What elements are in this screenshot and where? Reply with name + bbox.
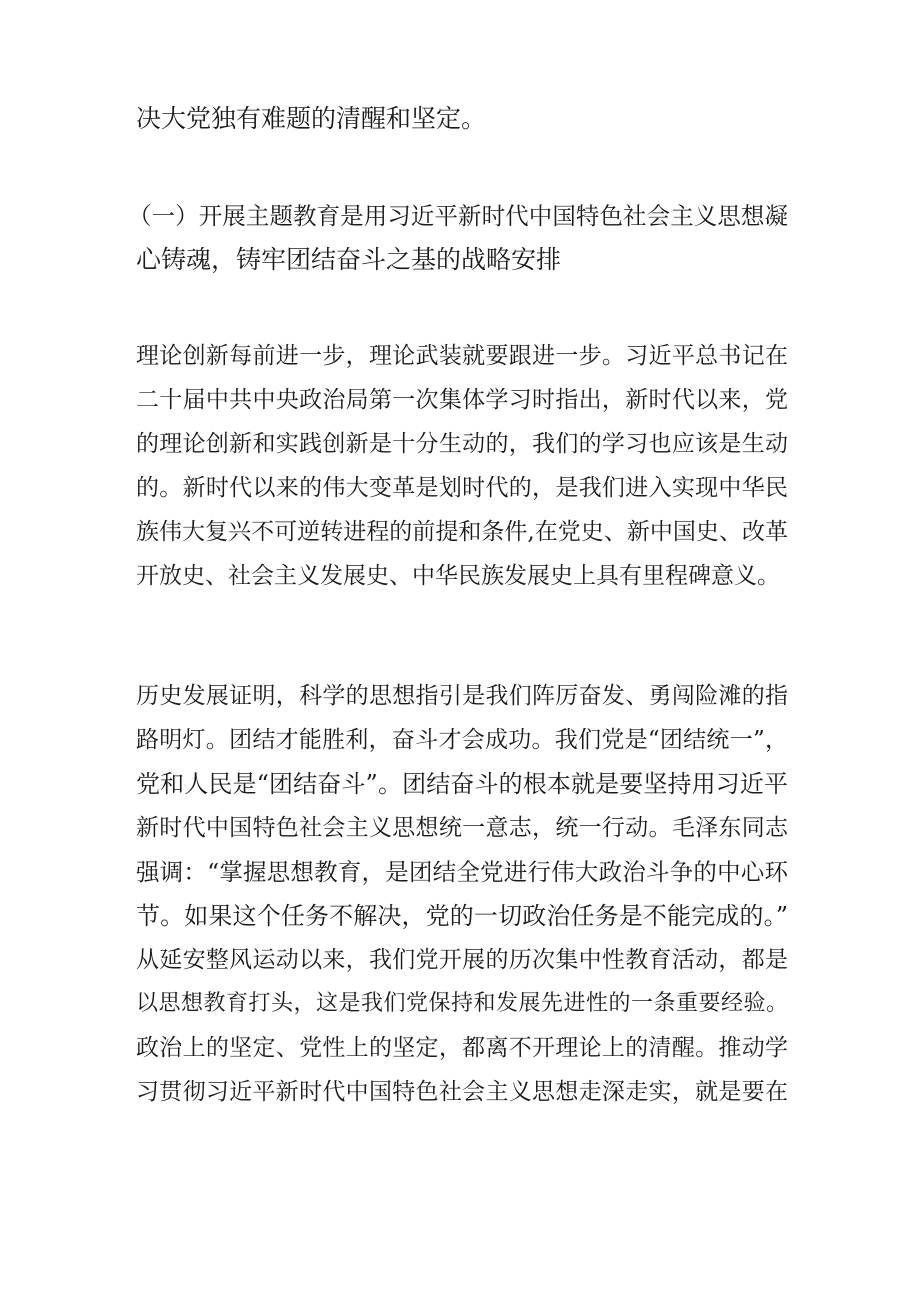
section-heading-line: 心铸魂，铸牢团结奋斗之基的战略安排 [136, 245, 562, 274]
paragraph-2-line: 节。如果这个任务不解决，党的一切政治任务是不能完成的。” [136, 902, 788, 930]
paragraph-1-line: 的理论创新和实践创新是十分生动的，我们的学习也应该是生动 [136, 431, 788, 457]
paragraph-1-line: 二十届中共中央政治局第一次集体学习时指出，新时代以来，党 [136, 387, 788, 413]
paragraph-1-line: 族伟大复兴不可逆转进程的前提和条件,在党史、新中国史、改革 [136, 519, 788, 545]
paragraph-1-line: 的。新时代以来的伟大变革是划时代的，是我们进入实现中华民 [136, 475, 788, 501]
paragraph-2-line: 政治上的坚定、党性上的坚定，都离不开理论上的清醒。推动学 [136, 1035, 788, 1061]
paragraph-1-line: 理论创新每前进一步，理论武装就要跟进一步。习近平总书记在 [136, 343, 788, 369]
paragraph-2-line: 历史发展证明，科学的思想指引是我们阵厉奋发、勇闯险滩的指 [136, 683, 788, 709]
paragraph-2-line: 新时代中国特色社会主义思想统一意志，统一行动。毛泽东同志 [136, 815, 788, 841]
paragraph-2-line: 党和人民是“团结奋斗”。团结奋斗的根本就是要坚持用习近平 [136, 770, 788, 798]
paragraph-2-line: 从延安整风运动以来，我们党开展的历次集中性教育活动，都是 [136, 947, 788, 973]
section-heading-line: （一）开展主题教育是用习近平新时代中国特色社会主义思想凝 [128, 202, 788, 230]
paragraph-2-line: 路明灯。团结才能胜利，奋斗才会成功。我们党是“团结统一”， [136, 727, 788, 753]
intro-line: 决大党独有难题的清醒和坚定。 [136, 104, 487, 133]
paragraph-1-line: 开放史、社会主义发展史、中华民族发展史上具有里程碑意义。 [136, 563, 780, 589]
paragraph-2-line: 以思想教育打头，这是我们党保持和发展先进性的一条重要经验。 [136, 991, 788, 1016]
paragraph-2-line: 习贯彻习近平新时代中国特色社会主义思想走深走实，就是要在 [136, 1079, 788, 1105]
paragraph-2-line: 强调：“掌握思想教育，是团结全党进行伟大政治斗争的中心环 [136, 858, 788, 886]
